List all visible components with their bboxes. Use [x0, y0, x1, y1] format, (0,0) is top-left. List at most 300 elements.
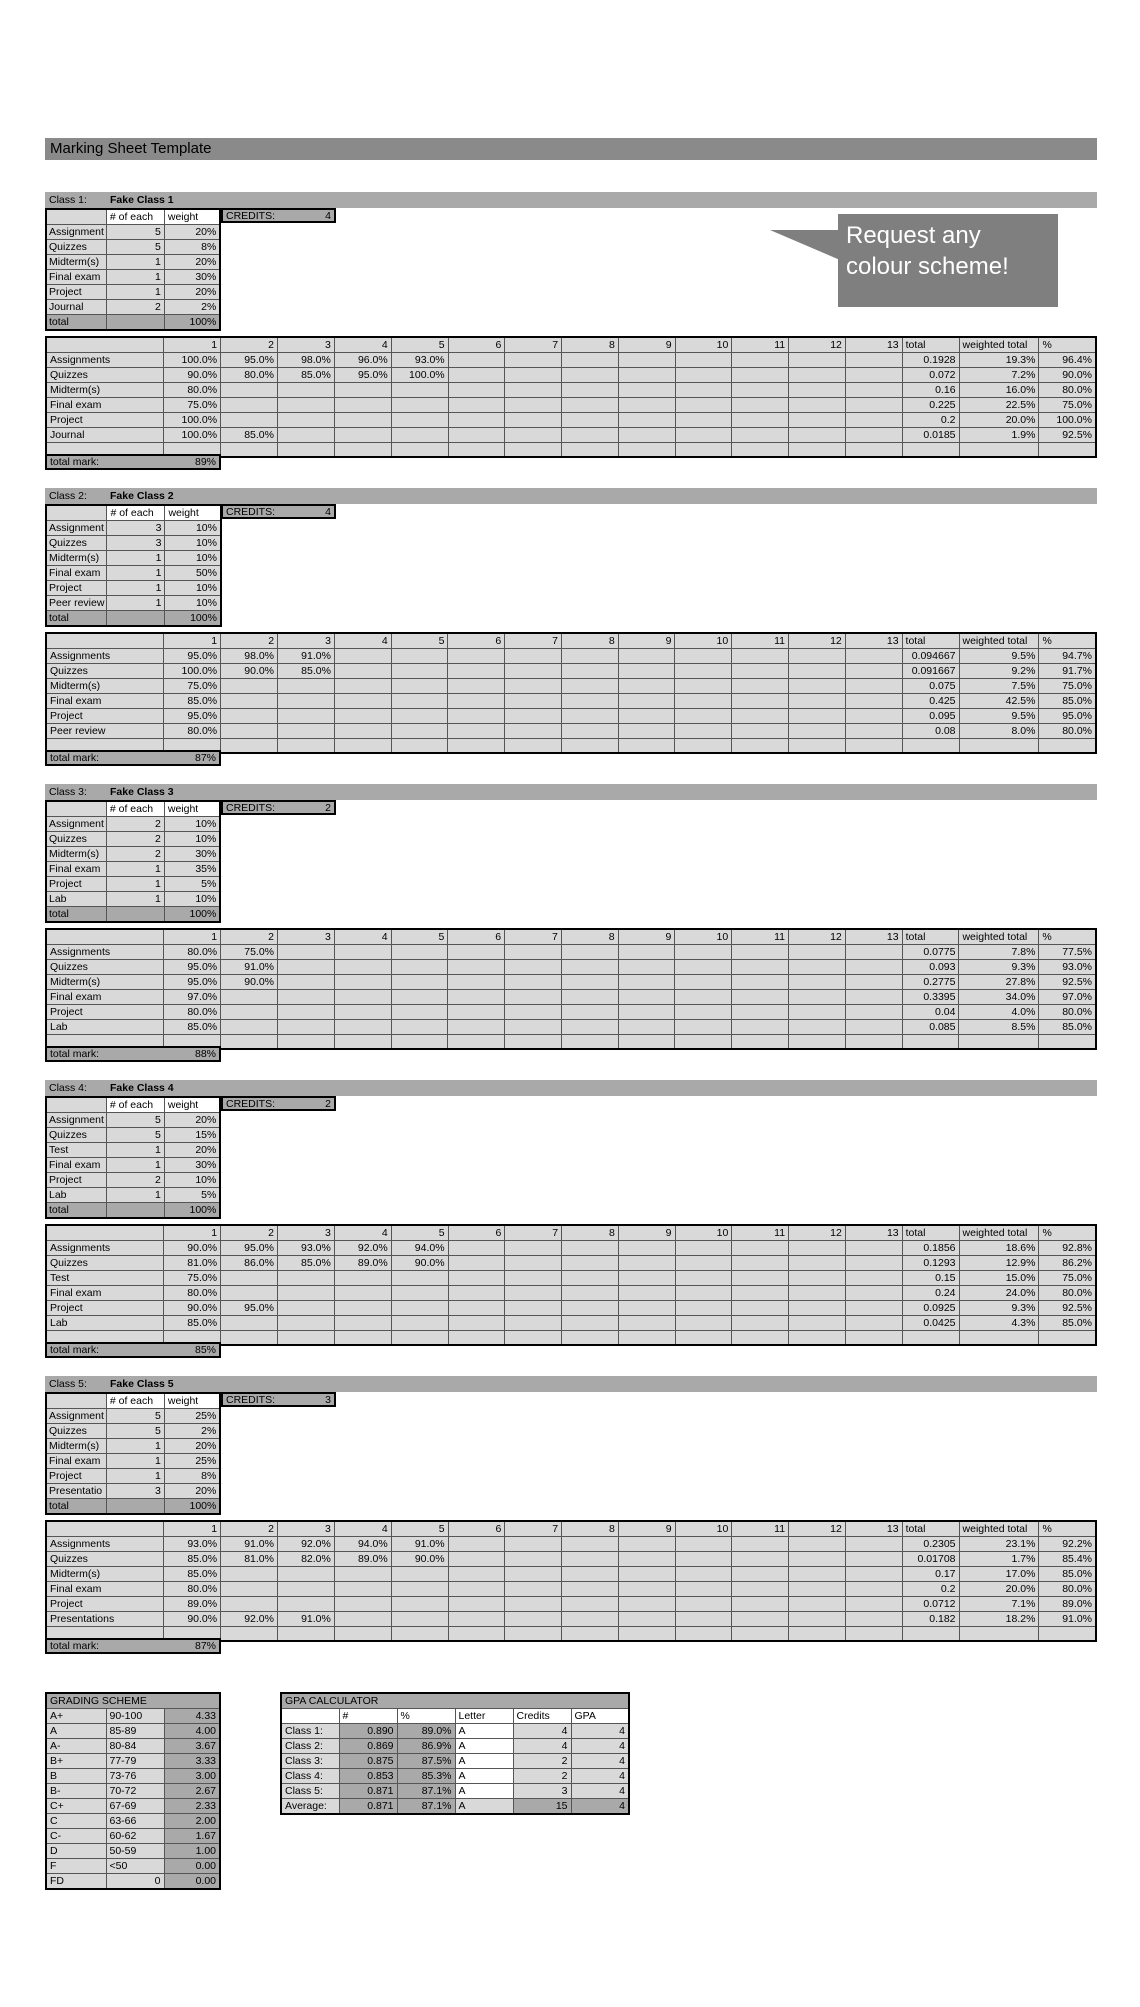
mark-cell[interactable]: 91.0%	[277, 1612, 334, 1627]
mark-cell[interactable]	[675, 724, 732, 739]
component-weight[interactable]: 20%	[164, 285, 220, 300]
mark-cell[interactable]	[562, 1612, 619, 1627]
mark-cell[interactable]	[334, 1316, 391, 1331]
component-weight[interactable]: 25%	[164, 1454, 220, 1469]
component-weight[interactable]: 10%	[165, 536, 221, 551]
mark-cell[interactable]: 91.0%	[391, 1537, 448, 1552]
mark-cell[interactable]	[788, 975, 845, 990]
mark-cell[interactable]: 91.0%	[278, 649, 335, 664]
mark-cell[interactable]: 92.0%	[277, 1537, 334, 1552]
mark-cell[interactable]	[788, 664, 845, 679]
mark-cell[interactable]	[562, 413, 619, 428]
mark-cell[interactable]	[845, 649, 902, 664]
mark-cell[interactable]: 95.0%	[164, 709, 221, 724]
mark-cell[interactable]	[618, 1020, 675, 1035]
mark-cell[interactable]	[845, 724, 902, 739]
component-weight[interactable]: 10%	[164, 817, 220, 832]
mark-cell[interactable]	[448, 945, 505, 960]
mark-cell[interactable]	[845, 694, 902, 709]
mark-cell[interactable]	[732, 1020, 789, 1035]
mark-cell[interactable]	[334, 945, 391, 960]
mark-cell[interactable]	[334, 649, 391, 664]
component-count[interactable]: 1	[107, 581, 165, 596]
mark-cell[interactable]	[845, 975, 902, 990]
mark-cell[interactable]: 94.0%	[391, 1241, 448, 1256]
mark-cell[interactable]	[789, 398, 846, 413]
mark-cell[interactable]	[845, 1552, 902, 1567]
component-weight[interactable]: 8%	[164, 1469, 220, 1484]
mark-cell[interactable]: 90.0%	[391, 1552, 448, 1567]
mark-cell[interactable]	[505, 398, 562, 413]
mark-cell[interactable]	[845, 1005, 902, 1020]
mark-cell[interactable]	[732, 368, 789, 383]
mark-cell[interactable]	[618, 353, 675, 368]
mark-cell[interactable]	[732, 1612, 789, 1627]
mark-cell[interactable]	[505, 428, 562, 443]
mark-cell[interactable]	[277, 1301, 334, 1316]
mark-cell[interactable]	[277, 1567, 334, 1582]
mark-cell[interactable]	[618, 945, 675, 960]
mark-cell[interactable]	[845, 383, 902, 398]
mark-cell[interactable]	[277, 383, 334, 398]
mark-cell[interactable]	[391, 1612, 448, 1627]
mark-cell[interactable]	[732, 1537, 789, 1552]
mark-cell[interactable]	[278, 990, 335, 1005]
mark-cell[interactable]	[334, 694, 391, 709]
mark-cell[interactable]	[505, 990, 562, 1005]
mark-cell[interactable]: 95.0%	[164, 960, 221, 975]
mark-cell[interactable]	[505, 413, 562, 428]
mark-cell[interactable]	[505, 649, 562, 664]
mark-cell[interactable]	[334, 1567, 391, 1582]
mark-cell[interactable]	[618, 428, 675, 443]
mark-cell[interactable]	[789, 1286, 846, 1301]
mark-cell[interactable]	[448, 368, 505, 383]
mark-cell[interactable]	[788, 649, 845, 664]
mark-cell[interactable]	[448, 1286, 505, 1301]
mark-cell[interactable]	[845, 960, 902, 975]
mark-cell[interactable]	[845, 368, 902, 383]
mark-cell[interactable]: 92.0%	[221, 1612, 278, 1627]
mark-cell[interactable]	[448, 679, 505, 694]
mark-cell[interactable]	[448, 1271, 505, 1286]
mark-cell[interactable]	[845, 1582, 902, 1597]
mark-cell[interactable]	[789, 1612, 846, 1627]
component-count[interactable]: 1	[106, 1158, 164, 1173]
mark-cell[interactable]: 95.0%	[164, 649, 221, 664]
mark-cell[interactable]: 85.0%	[164, 694, 221, 709]
component-count[interactable]: 5	[106, 1128, 164, 1143]
mark-cell[interactable]	[618, 1256, 675, 1271]
mark-cell[interactable]: 90.0%	[221, 975, 278, 990]
mark-cell[interactable]	[562, 1537, 619, 1552]
mark-cell[interactable]	[788, 1005, 845, 1020]
component-weight[interactable]: 20%	[164, 225, 220, 240]
mark-cell[interactable]	[505, 1286, 562, 1301]
mark-cell[interactable]	[845, 1256, 902, 1271]
mark-cell[interactable]	[732, 1271, 789, 1286]
mark-cell[interactable]	[618, 398, 675, 413]
mark-cell[interactable]	[505, 383, 562, 398]
mark-cell[interactable]	[618, 694, 675, 709]
mark-cell[interactable]: 89.0%	[164, 1597, 221, 1612]
mark-cell[interactable]	[618, 1567, 675, 1582]
mark-cell[interactable]	[675, 975, 732, 990]
mark-cell[interactable]	[561, 1005, 618, 1020]
mark-cell[interactable]	[505, 724, 562, 739]
mark-cell[interactable]	[505, 1552, 562, 1567]
mark-cell[interactable]	[845, 1567, 902, 1582]
mark-cell[interactable]	[277, 428, 334, 443]
mark-cell[interactable]	[448, 1241, 505, 1256]
mark-cell[interactable]	[675, 1286, 732, 1301]
mark-cell[interactable]	[675, 1256, 732, 1271]
mark-cell[interactable]	[562, 398, 619, 413]
mark-cell[interactable]	[221, 679, 278, 694]
component-count[interactable]: 2	[106, 832, 164, 847]
mark-cell[interactable]	[732, 413, 789, 428]
mark-cell[interactable]: 100.0%	[164, 353, 221, 368]
mark-cell[interactable]: 89.0%	[334, 1552, 391, 1567]
mark-cell[interactable]: 91.0%	[221, 1537, 278, 1552]
component-count[interactable]: 2	[106, 300, 164, 315]
mark-cell[interactable]	[561, 975, 618, 990]
mark-cell[interactable]: 93.0%	[164, 1537, 221, 1552]
mark-cell[interactable]	[505, 709, 562, 724]
mark-cell[interactable]	[334, 960, 391, 975]
mark-cell[interactable]: 90.0%	[221, 664, 278, 679]
mark-cell[interactable]	[675, 1537, 732, 1552]
mark-cell[interactable]: 91.0%	[221, 960, 278, 975]
mark-cell[interactable]	[788, 945, 845, 960]
mark-cell[interactable]	[788, 694, 845, 709]
mark-cell[interactable]	[277, 1316, 334, 1331]
mark-cell[interactable]	[675, 398, 732, 413]
mark-cell[interactable]	[448, 1552, 505, 1567]
mark-cell[interactable]: 100.0%	[164, 664, 221, 679]
mark-cell[interactable]: 94.0%	[334, 1537, 391, 1552]
mark-cell[interactable]	[675, 1301, 732, 1316]
credits-value[interactable]: 4	[325, 506, 331, 518]
mark-cell[interactable]	[391, 1301, 448, 1316]
mark-cell[interactable]	[448, 1582, 505, 1597]
component-count[interactable]: 1	[106, 1469, 164, 1484]
mark-cell[interactable]	[278, 1020, 335, 1035]
mark-cell[interactable]: 100.0%	[391, 368, 448, 383]
component-weight[interactable]: 5%	[164, 1188, 220, 1203]
mark-cell[interactable]	[391, 649, 448, 664]
mark-cell[interactable]	[562, 1552, 619, 1567]
component-count[interactable]: 1	[106, 1454, 164, 1469]
mark-cell[interactable]	[391, 724, 448, 739]
mark-cell[interactable]	[221, 990, 278, 1005]
mark-cell[interactable]: 90.0%	[164, 1301, 221, 1316]
mark-cell[interactable]	[562, 1316, 619, 1331]
mark-cell[interactable]	[618, 1286, 675, 1301]
mark-cell[interactable]	[334, 664, 391, 679]
mark-cell[interactable]	[788, 709, 845, 724]
mark-cell[interactable]	[675, 1316, 732, 1331]
mark-cell[interactable]	[505, 368, 562, 383]
mark-cell[interactable]	[334, 383, 391, 398]
mark-cell[interactable]	[278, 724, 335, 739]
mark-cell[interactable]	[277, 398, 334, 413]
mark-cell[interactable]: 81.0%	[164, 1256, 221, 1271]
mark-cell[interactable]	[448, 428, 505, 443]
component-weight[interactable]: 2%	[164, 300, 220, 315]
mark-cell[interactable]: 98.0%	[221, 649, 278, 664]
mark-cell[interactable]	[845, 1271, 902, 1286]
mark-cell[interactable]	[675, 1612, 732, 1627]
mark-cell[interactable]	[561, 960, 618, 975]
mark-cell[interactable]	[448, 664, 505, 679]
mark-cell[interactable]	[505, 1537, 562, 1552]
mark-cell[interactable]	[391, 1020, 448, 1035]
mark-cell[interactable]	[505, 1316, 562, 1331]
credits-value[interactable]: 4	[325, 210, 331, 222]
mark-cell[interactable]	[675, 990, 732, 1005]
mark-cell[interactable]: 95.0%	[221, 353, 278, 368]
mark-cell[interactable]	[789, 1567, 846, 1582]
component-count[interactable]: 5	[106, 1113, 164, 1128]
mark-cell[interactable]	[789, 428, 846, 443]
mark-cell[interactable]	[334, 1005, 391, 1020]
mark-cell[interactable]	[732, 679, 789, 694]
mark-cell[interactable]	[334, 679, 391, 694]
mark-cell[interactable]	[732, 1597, 789, 1612]
mark-cell[interactable]	[845, 709, 902, 724]
mark-cell[interactable]	[562, 1271, 619, 1286]
mark-cell[interactable]	[391, 1582, 448, 1597]
mark-cell[interactable]	[391, 1286, 448, 1301]
mark-cell[interactable]	[618, 1552, 675, 1567]
mark-cell[interactable]: 93.0%	[391, 353, 448, 368]
component-count[interactable]: 1	[107, 596, 165, 611]
mark-cell[interactable]	[732, 1316, 789, 1331]
mark-cell[interactable]	[221, 724, 278, 739]
mark-cell[interactable]	[675, 368, 732, 383]
mark-cell[interactable]	[732, 1567, 789, 1582]
mark-cell[interactable]	[618, 1271, 675, 1286]
mark-cell[interactable]	[391, 383, 448, 398]
mark-cell[interactable]	[448, 1256, 505, 1271]
mark-cell[interactable]	[618, 1241, 675, 1256]
component-weight[interactable]: 20%	[164, 1439, 220, 1454]
mark-cell[interactable]	[618, 709, 675, 724]
mark-cell[interactable]	[618, 649, 675, 664]
mark-cell[interactable]	[732, 1256, 789, 1271]
mark-cell[interactable]	[278, 975, 335, 990]
mark-cell[interactable]: 80.0%	[164, 1286, 221, 1301]
mark-cell[interactable]	[732, 428, 789, 443]
mark-cell[interactable]	[391, 413, 448, 428]
component-weight[interactable]: 10%	[164, 1173, 220, 1188]
mark-cell[interactable]	[505, 1256, 562, 1271]
mark-cell[interactable]	[675, 694, 732, 709]
mark-cell[interactable]: 95.0%	[221, 1301, 278, 1316]
mark-cell[interactable]	[391, 945, 448, 960]
mark-cell[interactable]	[788, 960, 845, 975]
mark-cell[interactable]	[789, 1552, 846, 1567]
mark-cell[interactable]	[448, 649, 505, 664]
mark-cell[interactable]	[391, 664, 448, 679]
mark-cell[interactable]: 82.0%	[277, 1552, 334, 1567]
mark-cell[interactable]	[845, 1597, 902, 1612]
mark-cell[interactable]	[505, 1567, 562, 1582]
mark-cell[interactable]	[334, 413, 391, 428]
mark-cell[interactable]: 80.0%	[221, 368, 278, 383]
component-count[interactable]: 5	[106, 1409, 164, 1424]
mark-cell[interactable]	[505, 694, 562, 709]
mark-cell[interactable]	[448, 1612, 505, 1627]
mark-cell[interactable]	[789, 353, 846, 368]
mark-cell[interactable]	[334, 1612, 391, 1627]
mark-cell[interactable]	[505, 1301, 562, 1316]
component-count[interactable]: 1	[106, 270, 164, 285]
mark-cell[interactable]: 90.0%	[164, 1241, 221, 1256]
mark-cell[interactable]	[675, 1005, 732, 1020]
mark-cell[interactable]	[391, 975, 448, 990]
mark-cell[interactable]	[221, 1286, 278, 1301]
mark-cell[interactable]	[221, 413, 278, 428]
mark-cell[interactable]	[391, 1005, 448, 1020]
mark-cell[interactable]	[732, 990, 789, 1005]
mark-cell[interactable]	[334, 1271, 391, 1286]
mark-cell[interactable]	[618, 368, 675, 383]
component-weight[interactable]: 10%	[164, 832, 220, 847]
mark-cell[interactable]	[732, 1005, 789, 1020]
mark-cell[interactable]	[618, 1005, 675, 1020]
mark-cell[interactable]: 90.0%	[391, 1256, 448, 1271]
mark-cell[interactable]	[505, 1582, 562, 1597]
mark-cell[interactable]	[618, 724, 675, 739]
mark-cell[interactable]: 85.0%	[164, 1552, 221, 1567]
component-weight[interactable]: 2%	[164, 1424, 220, 1439]
mark-cell[interactable]	[618, 1316, 675, 1331]
mark-cell[interactable]: 97.0%	[164, 990, 221, 1005]
mark-cell[interactable]	[789, 1301, 846, 1316]
mark-cell[interactable]: 90.0%	[164, 1612, 221, 1627]
mark-cell[interactable]	[789, 1582, 846, 1597]
mark-cell[interactable]	[562, 1567, 619, 1582]
mark-cell[interactable]	[618, 664, 675, 679]
mark-cell[interactable]: 95.0%	[334, 368, 391, 383]
mark-cell[interactable]: 100.0%	[164, 413, 221, 428]
mark-cell[interactable]	[448, 960, 505, 975]
mark-cell[interactable]	[334, 709, 391, 724]
mark-cell[interactable]: 85.0%	[278, 664, 335, 679]
mark-cell[interactable]	[789, 1256, 846, 1271]
component-weight[interactable]: 30%	[164, 1158, 220, 1173]
mark-cell[interactable]	[505, 1271, 562, 1286]
component-count[interactable]: 3	[107, 536, 165, 551]
mark-cell[interactable]	[505, 679, 562, 694]
mark-cell[interactable]	[789, 413, 846, 428]
mark-cell[interactable]: 80.0%	[164, 383, 221, 398]
mark-cell[interactable]	[448, 413, 505, 428]
mark-cell[interactable]	[845, 428, 902, 443]
mark-cell[interactable]	[505, 975, 562, 990]
component-count[interactable]: 1	[106, 892, 164, 907]
mark-cell[interactable]: 89.0%	[334, 1256, 391, 1271]
component-weight[interactable]: 10%	[165, 596, 221, 611]
mark-cell[interactable]	[788, 679, 845, 694]
mark-cell[interactable]	[789, 1597, 846, 1612]
mark-cell[interactable]	[618, 960, 675, 975]
mark-cell[interactable]	[675, 413, 732, 428]
mark-cell[interactable]	[561, 1020, 618, 1035]
mark-cell[interactable]: 80.0%	[164, 1005, 221, 1020]
credits-value[interactable]: 2	[325, 802, 331, 814]
mark-cell[interactable]: 85.0%	[164, 1316, 221, 1331]
mark-cell[interactable]	[732, 1552, 789, 1567]
mark-cell[interactable]	[618, 679, 675, 694]
mark-cell[interactable]	[334, 1582, 391, 1597]
component-count[interactable]: 1	[106, 285, 164, 300]
mark-cell[interactable]	[448, 1020, 505, 1035]
mark-cell[interactable]	[448, 724, 505, 739]
mark-cell[interactable]	[221, 1316, 278, 1331]
mark-cell[interactable]	[221, 1005, 278, 1020]
mark-cell[interactable]	[448, 1005, 505, 1020]
component-weight[interactable]: 10%	[165, 551, 221, 566]
mark-cell[interactable]	[675, 1567, 732, 1582]
mark-cell[interactable]	[618, 1301, 675, 1316]
mark-cell[interactable]	[845, 353, 902, 368]
component-count[interactable]: 1	[106, 255, 164, 270]
component-count[interactable]: 3	[107, 521, 165, 536]
component-count[interactable]: 1	[106, 1188, 164, 1203]
mark-cell[interactable]	[221, 398, 278, 413]
mark-cell[interactable]	[391, 398, 448, 413]
mark-cell[interactable]	[732, 1301, 789, 1316]
component-weight[interactable]: 15%	[164, 1128, 220, 1143]
component-count[interactable]: 1	[106, 862, 164, 877]
mark-cell[interactable]	[561, 945, 618, 960]
mark-cell[interactable]	[221, 709, 278, 724]
mark-cell[interactable]	[618, 1537, 675, 1552]
mark-cell[interactable]	[278, 694, 335, 709]
mark-cell[interactable]	[789, 1271, 846, 1286]
mark-cell[interactable]	[845, 679, 902, 694]
mark-cell[interactable]	[278, 1005, 335, 1020]
component-count[interactable]: 1	[106, 1143, 164, 1158]
mark-cell[interactable]	[675, 1582, 732, 1597]
mark-cell[interactable]: 75.0%	[221, 945, 278, 960]
component-weight[interactable]: 30%	[164, 847, 220, 862]
mark-cell[interactable]	[845, 1537, 902, 1552]
mark-cell[interactable]	[505, 945, 562, 960]
mark-cell[interactable]: 93.0%	[277, 1241, 334, 1256]
mark-cell[interactable]	[675, 1241, 732, 1256]
component-count[interactable]: 5	[106, 240, 164, 255]
mark-cell[interactable]	[391, 960, 448, 975]
mark-cell[interactable]: 92.0%	[334, 1241, 391, 1256]
mark-cell[interactable]: 75.0%	[164, 679, 221, 694]
mark-cell[interactable]	[448, 975, 505, 990]
mark-cell[interactable]	[845, 398, 902, 413]
component-count[interactable]: 2	[106, 1173, 164, 1188]
mark-cell[interactable]	[732, 1241, 789, 1256]
mark-cell[interactable]	[788, 1020, 845, 1035]
component-weight[interactable]: 20%	[164, 1113, 220, 1128]
mark-cell[interactable]	[391, 990, 448, 1005]
mark-cell[interactable]	[277, 1582, 334, 1597]
mark-cell[interactable]	[732, 649, 789, 664]
mark-cell[interactable]	[448, 1301, 505, 1316]
mark-cell[interactable]	[845, 664, 902, 679]
mark-cell[interactable]	[505, 353, 562, 368]
